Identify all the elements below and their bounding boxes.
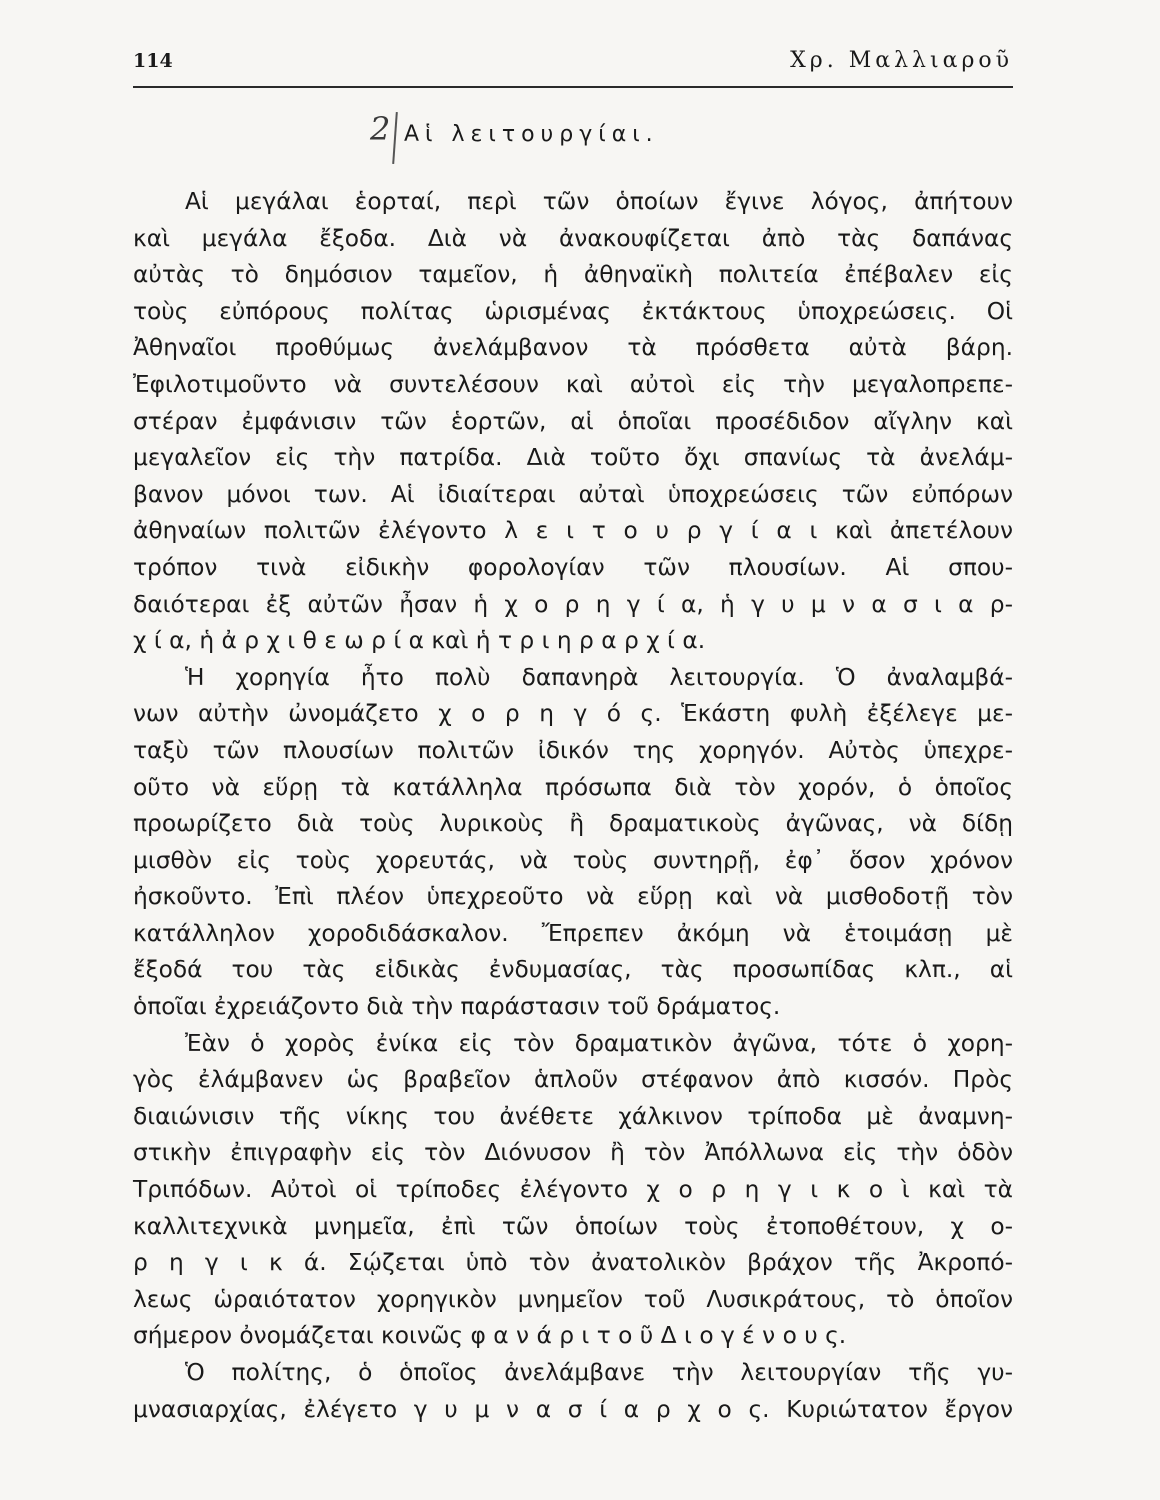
header-rule xyxy=(133,86,1013,88)
text-line: χ ί α, ἡ ἀ ρ χ ι θ ε ω ρ ί α καὶ ἡ τ ρ ι η ρ α ρ χ ί α. xyxy=(133,627,706,655)
text-line: λεως ὡραιότατον χορηγικὸν μνημεῖον τοῦ Λυσικράτους, τὸ ὁποῖον xyxy=(133,1285,1013,1313)
text-line: Αἱ μεγάλαι ἑορταί, περὶ τῶν ὁποίων ἔγινε λόγος, ἀπήτουν xyxy=(185,188,1013,215)
text-line: μεγαλεῖον εἰς τὴν πατρίδα. Διὰ τοῦτο ὄχι σπανίως τὰ ἀνελάμ- xyxy=(133,444,1013,472)
text-line: βανον μόνοι των. Αἱ ἰδιαίτεραι αὐταὶ ὑποχρεώσεις τῶν εὐπόρων xyxy=(133,480,1013,508)
text-line: κατάλληλον χοροδιδάσκαλον. Ἔπρεπεν ἀκόμη νὰ ἑτοιμάσῃ μὲ xyxy=(133,919,1013,947)
text-line: μισθὸν εἰς τοὺς χορευτάς, νὰ τοὺς συντηρῇ, ἐφ᾽ ὅσον χρόνον xyxy=(133,846,1013,874)
text-line: προωρίζετο διὰ τοὺς λυρικοὺς ἢ δραματικοὺς ἀγῶνας, νὰ δίδῃ xyxy=(133,810,1013,838)
paragraph xyxy=(133,184,1013,660)
page-header xyxy=(133,46,1013,86)
text-line: δαιότεραι ἐξ αὐτῶν ἦσαν ἡ χ ο ρ η γ ί α, ἡ γ υ μ ν α σ ι α ρ- xyxy=(133,590,1013,618)
text-line: καλλιτεχνικὰ μνημεῖα, ἐπὶ τῶν ὁποίων τοὺς ἐτοποθέτουν, χ ο- xyxy=(133,1212,1013,1240)
section-heading: Αἱ λειτουργίαι. xyxy=(404,122,659,147)
text-line: Ἡ χορηγία ἦτο πολὺ δαπανηρὰ λειτουργία. Ὁ ἀναλαμβά- xyxy=(185,663,1013,691)
text-line: νων αὐτὴν ὠνομάζετο χ ο ρ η γ ό ς. Ἑκάστη φυλὴ ἐξέλεγε με- xyxy=(133,700,1013,728)
text-line: αὐτὰς τὸ δημόσιον ταμεῖον, ἡ ἀθηναϊκὴ πολιτεία ἐπέβαλεν εἰς xyxy=(133,261,1013,289)
body-text xyxy=(133,184,1013,1428)
text-line: ἠσκοῦντο. Ἐπὶ πλέον ὑπεχρεοῦτο νὰ εὕρῃ καὶ νὰ μισθοδοτῇ τὸν xyxy=(133,883,1013,911)
text-line: ἔξοδά του τὰς εἰδικὰς ἐνδυμασίας, τὰς προσωπίδας κλπ., αἱ xyxy=(133,956,1013,984)
running-title: Χρ. Μαλλιαροῦ xyxy=(790,48,1013,73)
text-line: Ἐφιλοτιμοῦντο νὰ συντελέσουν καὶ αὐτοὶ εἰς τὴν μεγαλοπρεπε- xyxy=(133,370,1013,398)
text-line: μνασιαρχίας, ἐλέγετο γ υ μ ν α σ ί α ρ χ ο ς. Κυριώτατον ἔργον xyxy=(133,1395,1013,1423)
handwritten-margin-stroke xyxy=(392,112,398,164)
text-line: Ὁ πολίτης, ὁ ὁποῖος ἀνελάμβανε τὴν λειτουργίαν τῆς γυ- xyxy=(185,1359,1013,1386)
paragraph xyxy=(133,660,1013,1026)
paragraph xyxy=(133,1026,1013,1355)
handwritten-margin-note: 2 xyxy=(370,110,391,148)
text-line: στέραν ἐμφάνισιν τῶν ἑορτῶν, αἱ ὁποῖαι προσέδιδον αἴγλην καὶ xyxy=(133,407,1013,435)
text-line: τοὺς εὐπόρους πολίτας ὡρισμένας ἐκτάκτους ὑποχρεώσεις. Οἱ xyxy=(133,297,1013,325)
text-line: τρόπον τινὰ εἰδικὴν φορολογίαν τῶν πλουσίων. Αἱ σπου- xyxy=(133,553,1013,581)
text-line: Ἀθηναῖοι προθύμως ἀνελάμβανον τὰ πρόσθετα αὐτὰ βάρη. xyxy=(133,334,1013,362)
text-line: σήμερον ὀνομάζεται κοινῶς φ α ν ά ρ ι τ ο ῦ Δ ι ο γ έ ν ο υ ς. xyxy=(133,1322,847,1350)
text-line: γὸς ἐλάμβανεν ὡς βραβεῖον ἁπλοῦν στέφανον ἀπὸ κισσόν. Πρὸς xyxy=(133,1066,1013,1094)
text-line: ρ η γ ι κ ά. Σῴζεται ὑπὸ τὸν ἀνατολικὸν βράχον τῆς Ἀκροπό- xyxy=(133,1249,1013,1277)
text-line: Τριπόδων. Αὐτοὶ οἱ τρίποδες ἐλέγοντο χ ο ρ η γ ι κ ο ὶ καὶ τὰ xyxy=(133,1176,1013,1204)
text-line: διαιώνισιν τῆς νίκης του ἀνέθετε χάλκινον τρίποδα μὲ ἀναμνη- xyxy=(133,1102,1013,1130)
text-line: οῦτο νὰ εὕρῃ τὰ κατάλληλα πρόσωπα διὰ τὸν χορόν, ὁ ὁποῖος xyxy=(133,773,1013,801)
page-number: 114 xyxy=(133,50,173,72)
text-line: στικὴν ἐπιγραφὴν εἰς τὸν Διόνυσον ἢ τὸν Ἀπόλλωνα εἰς τὴν ὁδὸν xyxy=(133,1139,1013,1167)
text-line: ταξὺ τῶν πλουσίων πολιτῶν ἰδικόν της χορηγόν. Αὐτὸς ὑπεχρε- xyxy=(133,736,1013,764)
paragraph xyxy=(133,1355,1013,1428)
text-line: ἀθηναίων πολιτῶν ἐλέγοντο λ ε ι τ ο υ ρ γ ί α ι καὶ ἀπετέλουν xyxy=(133,517,1013,545)
text-line: Ἐὰν ὁ χορὸς ἐνίκα εἰς τὸν δραματικὸν ἀγῶνα, τότε ὁ χορη- xyxy=(185,1029,1013,1057)
text-line: ὁποῖαι ἐχρειάζοντο διὰ τὴν παράστασιν τοῦ δράματος. xyxy=(133,993,781,1021)
text-line: καὶ μεγάλα ἔξοδα. Διὰ νὰ ἀνακουφίζεται ἀπὸ τὰς δαπάνας xyxy=(133,224,1013,252)
